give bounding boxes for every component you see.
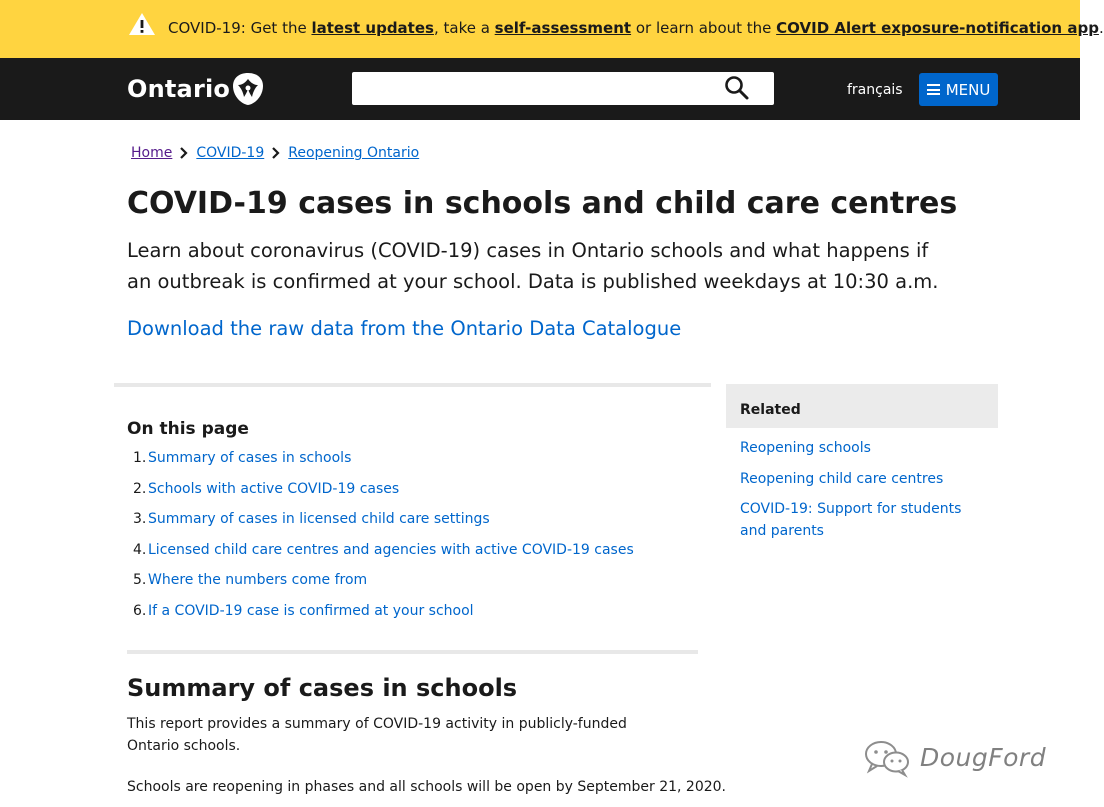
toc-item bbox=[133, 572, 634, 603]
related-item bbox=[740, 498, 990, 542]
toc-item bbox=[133, 542, 634, 573]
section-divider bbox=[114, 383, 711, 387]
page-lead: Learn about coronavirus (COVID-19) cases in Ontario schools and what happens if an outbreak is confirmed at your school. Data is published weekdays at 10:30 a.m. bbox=[127, 239, 939, 293]
search-button[interactable] bbox=[722, 74, 752, 104]
summary-paragraph: This report provides a summary of COVID-19 activity in publicly-funded Ontario schools. bbox=[127, 716, 627, 754]
toc-item bbox=[133, 603, 634, 634]
toc-link-summary-child-care[interactable]: Summary of cases in licensed child care settings bbox=[148, 511, 490, 527]
toc-link-numbers-source[interactable]: Where the numbers come from bbox=[148, 572, 368, 588]
toc-item bbox=[133, 511, 634, 542]
watermark-text: DougFord bbox=[920, 742, 1047, 772]
trillium-icon bbox=[231, 71, 265, 107]
toc-link-summary-schools[interactable]: Summary of cases in schools bbox=[148, 450, 352, 466]
self-assessment-link[interactable]: self-assessment bbox=[494, 19, 632, 37]
warning-icon bbox=[128, 12, 156, 36]
toc-item bbox=[133, 481, 634, 512]
search-input[interactable] bbox=[352, 72, 774, 105]
logo-text: Ontario bbox=[127, 75, 231, 103]
toc-item bbox=[133, 450, 634, 481]
covid-alert-app-link[interactable]: COVID Alert exposure-notification app bbox=[776, 19, 1099, 37]
toc-list bbox=[133, 450, 634, 633]
toc-item-number: 2. bbox=[133, 480, 147, 497]
related-heading: Related bbox=[740, 402, 801, 418]
chevron-right-icon bbox=[176, 146, 192, 160]
language-toggle-link[interactable]: français bbox=[847, 82, 903, 98]
covid-alert-banner bbox=[0, 0, 1104, 58]
breadcrumb-reopening-ontario[interactable]: Reopening Ontario bbox=[288, 145, 420, 161]
summary-section-title: Summary of cases in schools bbox=[127, 674, 518, 702]
breadcrumb-covid-19[interactable]: COVID-19 bbox=[196, 145, 265, 161]
toc-link-case-confirmed[interactable]: If a COVID-19 case is confirmed at your school bbox=[148, 602, 474, 619]
reopening-paragraph: Schools are reopening in phases and all schools will be open by September 21, 2020. bbox=[127, 779, 726, 795]
toc-item-number: 1. bbox=[133, 450, 147, 466]
alert-text-prefix: COVID-19: Get the bbox=[168, 19, 312, 37]
toc-item-number: 3. bbox=[133, 511, 147, 527]
toc-link-active-child-care[interactable]: Licensed child care centres and agencies with active COVID-19 cases bbox=[148, 541, 634, 558]
toc-item-number: 5. bbox=[133, 572, 147, 588]
breadcrumb-home[interactable]: Home bbox=[131, 145, 173, 161]
alert-message bbox=[168, 19, 1104, 37]
related-item bbox=[740, 437, 990, 459]
chevron-right-icon bbox=[268, 146, 284, 160]
related-item bbox=[740, 468, 990, 490]
alert-text-suffix: . bbox=[1098, 19, 1104, 37]
toc-heading: On this page bbox=[127, 419, 249, 439]
toc-item-number: 4. bbox=[133, 541, 147, 558]
page-title: COVID-19 cases in schools and child care centres bbox=[127, 186, 958, 221]
watermark bbox=[862, 738, 1046, 776]
hamburger-icon bbox=[927, 84, 940, 95]
related-list bbox=[740, 437, 990, 551]
latest-updates-link[interactable]: latest updates bbox=[311, 19, 434, 37]
menu-button-label: MENU bbox=[945, 80, 991, 99]
breadcrumb bbox=[131, 145, 419, 161]
related-link-reopening-schools[interactable]: Reopening schools bbox=[740, 440, 871, 456]
toc-link-active-schools[interactable]: Schools with active COVID-19 cases bbox=[148, 480, 400, 497]
section-divider bbox=[127, 650, 698, 654]
toc-item-number: 6. bbox=[133, 602, 147, 619]
alert-text-mid1: , take a bbox=[433, 19, 495, 37]
search-icon bbox=[724, 75, 750, 101]
download-raw-data-link[interactable]: Download the raw data from the Ontario Data Catalogue bbox=[127, 317, 682, 340]
menu-button[interactable] bbox=[919, 73, 998, 106]
related-link-support-students[interactable]: COVID-19: Support for students and parents bbox=[740, 501, 962, 539]
site-header bbox=[0, 58, 1080, 120]
related-link-reopening-child-care[interactable]: Reopening child care centres bbox=[740, 470, 944, 487]
wechat-icon bbox=[862, 738, 912, 776]
alert-text-mid2: or learn about the bbox=[631, 19, 777, 37]
